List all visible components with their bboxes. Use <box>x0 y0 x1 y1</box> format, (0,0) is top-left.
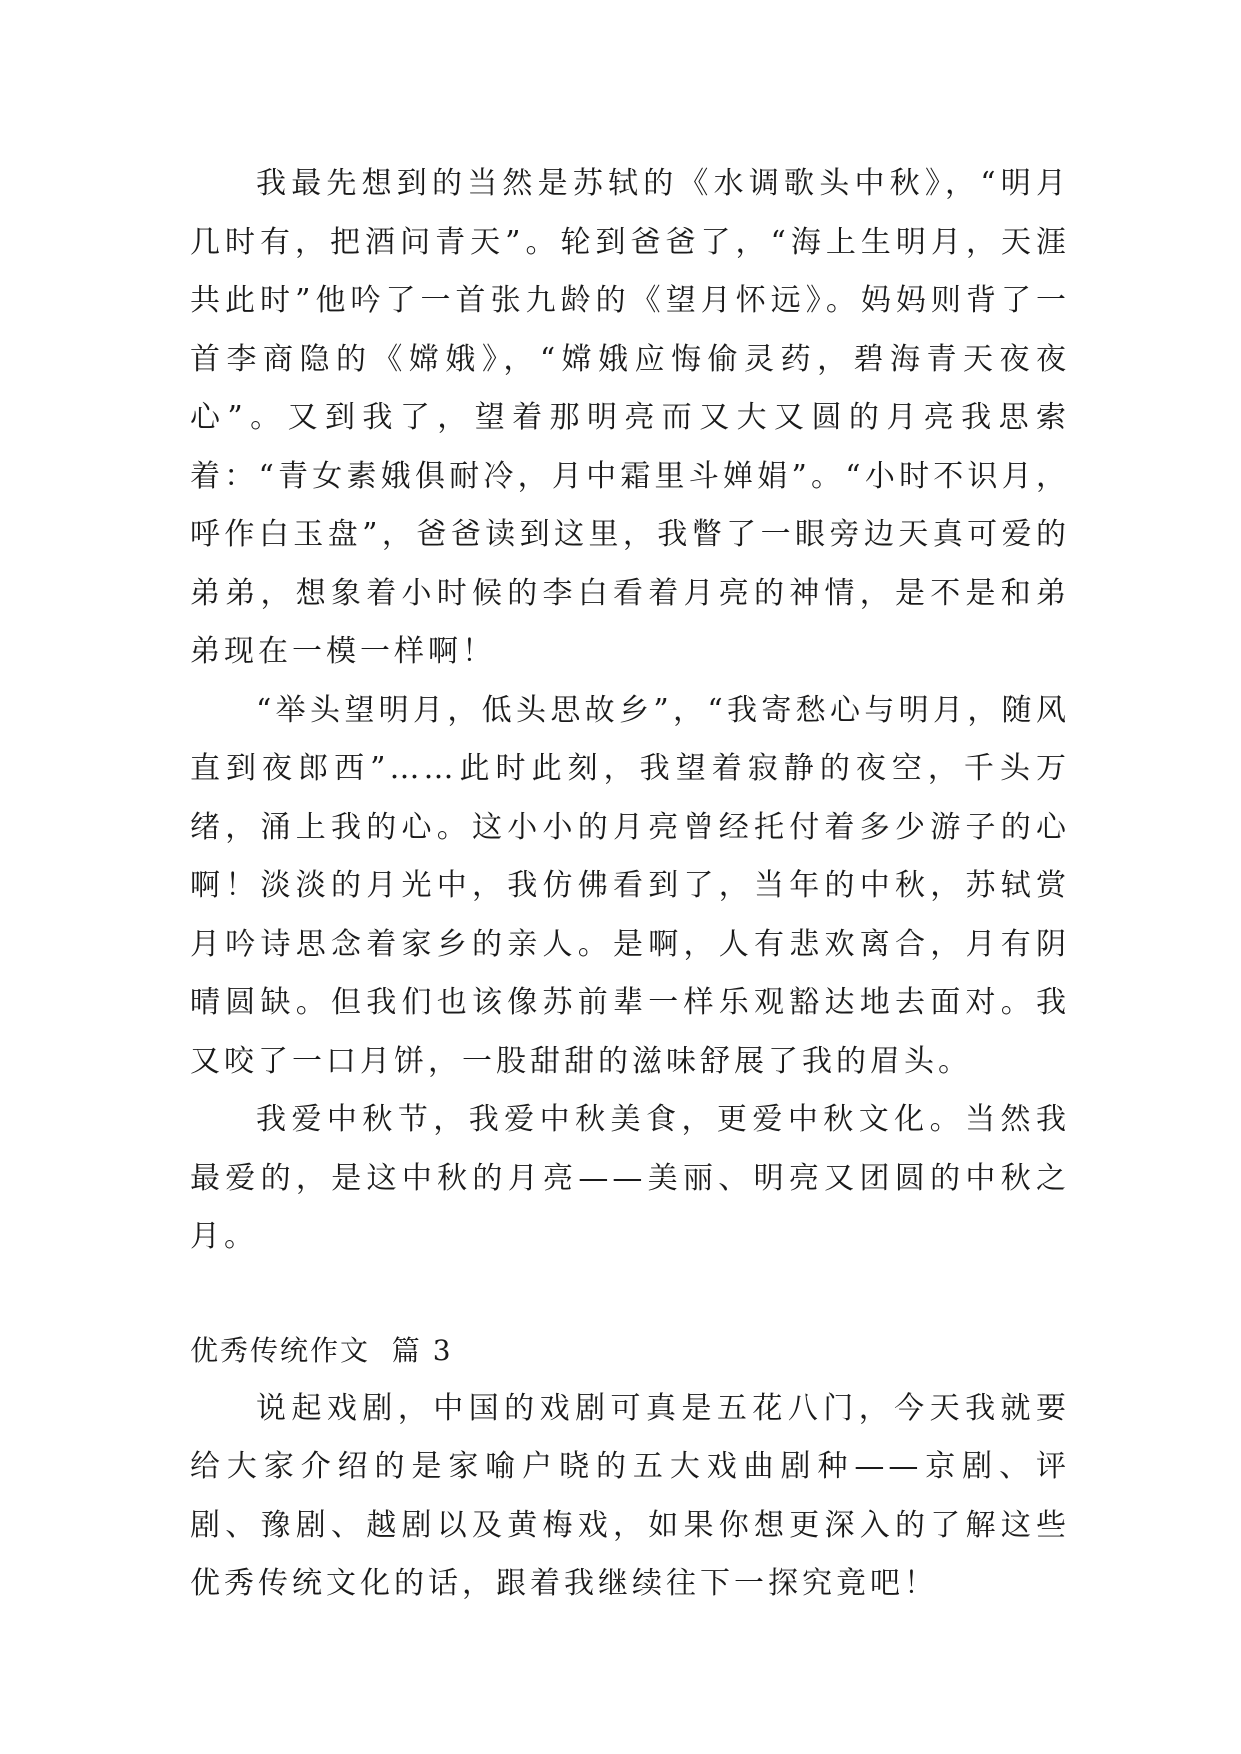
paragraph: 说起戏剧，中国的戏剧可真是五花八门，今天我就要给大家介绍的是家喻户晓的五大戏曲剧种——京剧、评剧、豫剧、越剧以及黄梅戏，如果你想更深入的了解这些优秀传统文化的话，跟着我继续往下一探究竟吧！ <box>190 1390 1070 1601</box>
paragraph: “举头望明月，低头思故乡”，“我寄愁心与明月，随风直到夜郎西”……此时此刻，我望着寂静的夜空，千头万绪，涌上我的心。这小小的月亮曾经托付着多少游子的心啊！淡淡的月光中，我仿佛看到了，当年的中秋，苏轼赏月吟诗思念着家乡的亲人。是啊，人有悲欢离合，月有阴晴圆缺。但我们也该像苏前辈一样乐观豁达地去面对。我又咬了一口月饼，一股甜甜的滋味舒展了我的眉头。 <box>190 692 1070 1079</box>
section-heading: 优秀传统作文 篇 3 <box>190 1333 453 1367</box>
document-body <box>190 155 1070 1614</box>
paragraph: 我爱中秋节，我爱中秋美食，更爱中秋文化。当然我最爱的，是这中秋的月亮——美丽、明亮又团圆的中秋之月。 <box>190 1102 1070 1254</box>
paragraph: 我最先想到的当然是苏轼的《水调歌头中秋》，“明月几时有，把酒问青天”。轮到爸爸了，“海上生明月，天涯共此时”他吟了一首张九龄的《望月怀远》。妈妈则背了一首李商隐的《嫦娥》，“嫦娥应悔偷灵药，碧海青天夜夜心”。又到我了，望着那明亮而又大又圆的月亮我思索着：“青女素娥俱耐冷，月中霜里斗婵娟”。“小时不识月，呼作白玉盘”，爸爸读到这里，我瞥了一眼旁边天真可爱的弟弟，想象着小时候的李白看着月亮的神情，是不是和弟弟现在一模一样啊！ <box>190 166 1070 669</box>
